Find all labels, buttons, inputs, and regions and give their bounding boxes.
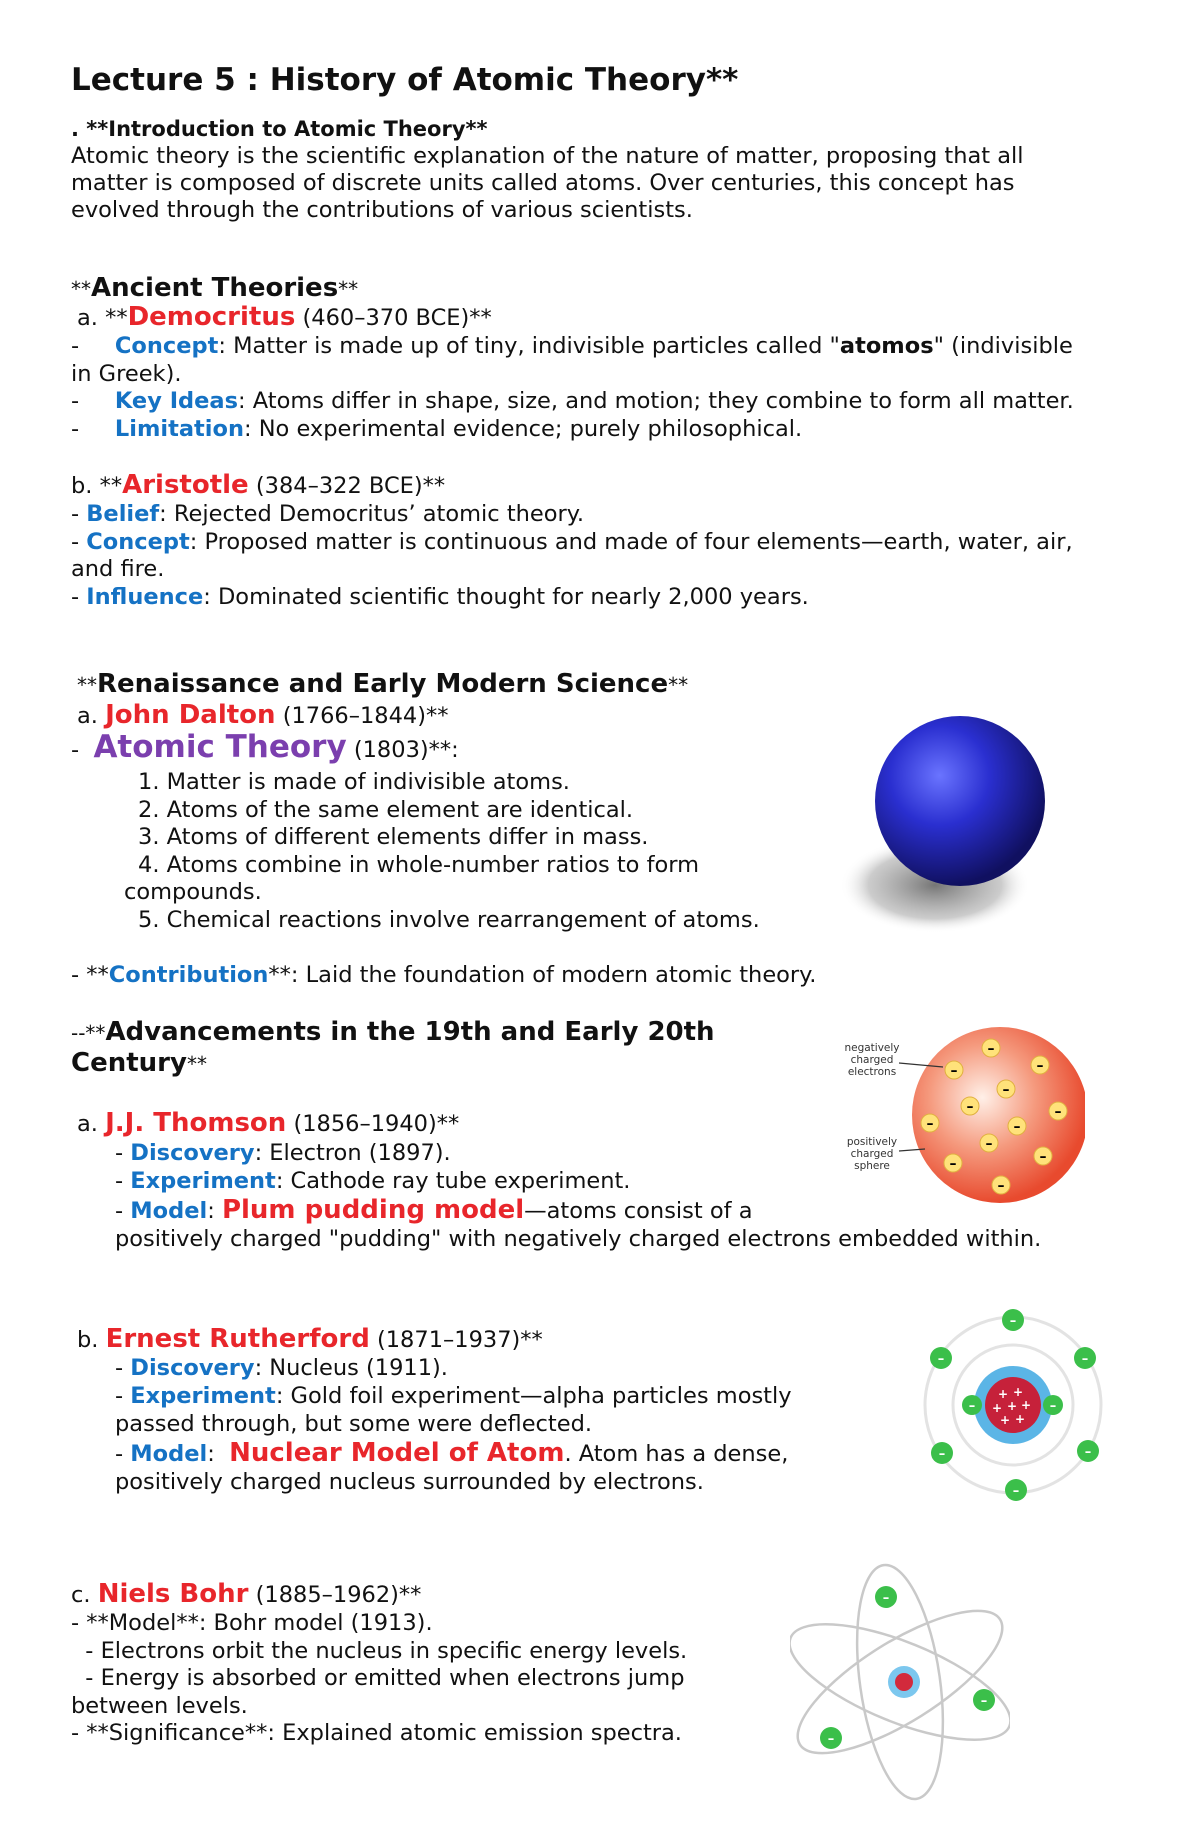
advancements-heading: --**Advancements in the 19th and Early 20th	[71, 1017, 715, 1047]
plum-pudding-figure	[835, 1023, 1085, 1203]
thomson-labels	[844, 1042, 899, 1172]
page-title: Lecture 5 : History of Atomic Theory**	[71, 62, 739, 98]
svg-text:–: –	[1081, 1352, 1089, 1367]
aristotle-concept: - Concept: Proposed matter is continuous and made of four elements—earth, water, air,	[71, 529, 1073, 555]
intro-line-2: matter is composed of discrete units called atoms. Over centuries, this concept has	[71, 170, 1015, 196]
svg-text:–: –	[1054, 1104, 1062, 1120]
rutherford-discovery: - Discovery: Nucleus (1911).	[115, 1355, 448, 1381]
electron-dot	[921, 1114, 939, 1132]
thomson-discovery: - Discovery: Electron (1897).	[115, 1140, 451, 1166]
electron-dot	[997, 1080, 1015, 1098]
electron-dot	[961, 1097, 979, 1115]
rutherford-experiment-cont: passed through, but some were deflected.	[115, 1411, 593, 1437]
dalton-point-4: 4. Atoms combine in whole-number ratios to form	[138, 852, 700, 878]
svg-text:–: –	[985, 1136, 993, 1152]
democritus-keyideas: - Key Ideas: Atoms differ in shape, size, and motion; they combine to form all matter.	[71, 388, 1074, 414]
electron-dot	[1049, 1102, 1067, 1120]
svg-text:+: +	[1020, 1398, 1032, 1412]
rutherford-model: - Model: Nuclear Model of Atom. Atom has a dense,	[115, 1438, 789, 1468]
svg-text:–: –	[882, 1591, 890, 1606]
bohr-model: - **Model**: Bohr model (1913).	[71, 1610, 433, 1636]
svg-text:–: –	[1084, 1445, 1092, 1460]
electron	[820, 1727, 842, 1749]
svg-text:–: –	[997, 1178, 1005, 1194]
intro-heading: . **Introduction to Atomic Theory**	[71, 117, 488, 141]
svg-text:–: –	[926, 1116, 934, 1132]
svg-text:–: –	[938, 1447, 946, 1462]
dalton-sphere-figure	[835, 705, 1065, 935]
renaissance-heading: **Renaissance and Early Modern Science**	[77, 669, 689, 699]
svg-text:–: –	[1002, 1082, 1010, 1098]
label-sphere: sphere	[854, 1160, 890, 1172]
democritus-concept: - Concept: Matter is made up of tiny, indivisible particles called "atomos" (indivisible	[71, 333, 1073, 359]
label-electrons: electrons	[847, 1066, 897, 1078]
bohr-energy: - Energy is absorbed or emitted when electrons jump	[71, 1665, 685, 1691]
thomson-heading: a. J.J. Thomson (1856–1940)**	[77, 1108, 460, 1138]
svg-text:–: –	[1012, 1484, 1020, 1499]
rutherford-model-cont: positively charged nucleus surrounded by electrons.	[115, 1469, 704, 1495]
thomson-experiment: - Experiment: Cathode ray tube experiment.	[115, 1168, 631, 1194]
dalton-sphere	[875, 716, 1045, 886]
dalton-point-5: 5. Chemical reactions involve rearrangement of atoms.	[138, 907, 760, 933]
aristotle-belief: - Belief: Rejected Democritus’ atomic theory.	[71, 501, 585, 527]
bohr-significance: - **Significance**: Explained atomic emission spectra.	[71, 1720, 682, 1746]
svg-text:–: –	[827, 1732, 835, 1747]
svg-text:–: –	[968, 1399, 976, 1414]
electron-dot	[992, 1176, 1010, 1194]
svg-text:–: –	[1013, 1119, 1021, 1135]
electron	[973, 1689, 995, 1711]
electron-dot	[980, 1134, 998, 1152]
svg-text:–: –	[987, 1041, 995, 1057]
dalton-theory: - Atomic Theory (1803)**:	[71, 729, 459, 765]
svg-text:–: –	[950, 1063, 958, 1079]
thomson-model-cont: positively charged "pudding" with negatively charged electrons embedded within.	[115, 1226, 1042, 1252]
svg-text:–: –	[980, 1694, 988, 1709]
svg-text:–: –	[1039, 1149, 1047, 1165]
electron	[962, 1395, 982, 1415]
electron	[875, 1586, 897, 1608]
bohr-orbit: - Electrons orbit the nucleus in specific energy levels.	[71, 1638, 688, 1664]
label-negatively: negatively	[844, 1042, 900, 1054]
dalton-heading: a. John Dalton (1766–1844)**	[77, 700, 449, 730]
aristotle-concept-cont: and fire.	[71, 556, 165, 582]
label-charged-2: charged	[850, 1148, 894, 1160]
rutherford-heading: b. Ernest Rutherford (1871–1937)**	[77, 1324, 543, 1354]
svg-text:–: –	[1036, 1058, 1044, 1074]
democritus-limitation: - Limitation: No experimental evidence; purely philosophical.	[71, 416, 803, 442]
intro-line-3: evolved through the contributions of various scientists.	[71, 197, 693, 223]
democritus-heading: a. **Democritus (460–370 BCE)**	[77, 302, 492, 332]
ancient-heading: **Ancient Theories**	[71, 273, 359, 303]
bohr-energy-cont: between levels.	[71, 1693, 248, 1719]
dalton-contribution: - **Contribution**: Laid the foundation of modern atomic theory.	[71, 962, 817, 988]
electron	[1077, 1440, 1099, 1462]
dalton-point-2: 2. Atoms of the same element are identical.	[138, 797, 634, 823]
bohr-nucleus	[895, 1673, 913, 1691]
bohr-heading: c. Niels Bohr (1885–1962)**	[71, 1579, 422, 1609]
svg-text:–: –	[1009, 1314, 1017, 1329]
electron	[1005, 1479, 1027, 1501]
electron	[1043, 1395, 1063, 1415]
electron-dot	[944, 1154, 962, 1172]
electron-dot	[945, 1061, 963, 1079]
aristotle-heading: b. **Aristotle (384–322 BCE)**	[71, 470, 446, 500]
electron	[931, 1442, 953, 1464]
svg-text:–: –	[949, 1156, 957, 1172]
label-charged: charged	[850, 1054, 894, 1066]
democritus-concept-cont: in Greek).	[71, 361, 182, 387]
svg-text:+: +	[1006, 1399, 1018, 1413]
dalton-point-1: 1. Matter is made of indivisible atoms.	[138, 769, 570, 795]
dalton-point-4-cont: compounds.	[124, 879, 262, 905]
thomson-model: - Model: Plum pudding model—atoms consist of a	[115, 1195, 753, 1225]
svg-text:+: +	[997, 1387, 1009, 1401]
svg-text:+: +	[991, 1401, 1003, 1415]
svg-text:–: –	[937, 1352, 945, 1367]
svg-text:+: +	[999, 1413, 1011, 1427]
electron-dot	[1008, 1117, 1026, 1135]
electron	[1002, 1309, 1024, 1331]
advancements-heading-cont: Century**	[71, 1048, 207, 1078]
electron	[1074, 1347, 1096, 1369]
electron	[930, 1347, 952, 1369]
intro-line-1: Atomic theory is the scientific explanation of the nature of matter, proposing that all	[71, 143, 1024, 169]
svg-text:+: +	[1014, 1412, 1026, 1426]
rutherford-figure	[915, 1308, 1115, 1508]
label-positively: positively	[846, 1136, 898, 1148]
dalton-point-3: 3. Atoms of different elements differ in mass.	[138, 824, 649, 850]
electron-dot	[1031, 1056, 1049, 1074]
bohr-figure	[790, 1555, 1010, 1805]
svg-text:–: –	[1049, 1399, 1057, 1414]
rutherford-experiment: - Experiment: Gold foil experiment—alpha particles mostly	[115, 1383, 792, 1409]
svg-text:–: –	[966, 1099, 974, 1115]
aristotle-influence: - Influence: Dominated scientific thought for nearly 2,000 years.	[71, 584, 809, 610]
electron-dot	[1034, 1147, 1052, 1165]
svg-text:+: +	[1012, 1385, 1024, 1399]
electron-dot	[982, 1039, 1000, 1057]
